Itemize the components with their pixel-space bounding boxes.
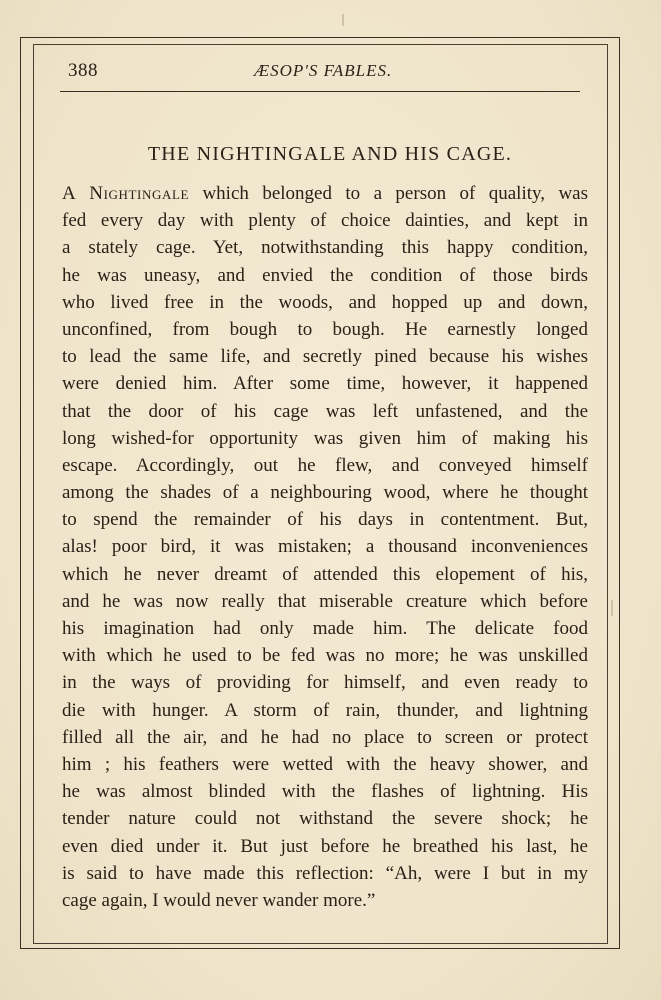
paper-mark (342, 14, 344, 26)
text-line: tender nature could not withstand the severe shock; he (62, 808, 588, 830)
text-line: his imagination had only made him. The delicate food (62, 618, 588, 639)
opening-words: A Nightingale (62, 183, 190, 204)
text-line: with which he used to be fed was no more; he was unskilled (62, 645, 588, 667)
text-line: to lead the same life, and secretly pined because his wishes (62, 346, 588, 368)
text-line: even died under it. But just before he breathed his last, he (62, 835, 588, 857)
text-line: to spend the remainder of his days in contentment. But, (62, 509, 588, 531)
text-line: die with hunger. A storm of rain, thunder, and lightning (62, 699, 588, 721)
text-line: cage again, I would never wander more.” (62, 889, 376, 911)
text-line: a stately cage. Yet, notwithstanding this happy condition, (62, 237, 588, 259)
text-line: alas! poor bird, it was mistaken; a thousand inconveniences (62, 536, 588, 558)
text-line: escape. Accordingly, out he flew, and conveyed himself (62, 454, 588, 476)
text-line (62, 180, 588, 207)
text-line-content: which belonged to a person of quality, was (189, 183, 588, 204)
fable-title: THE NIGHTINGALE AND HIS CAGE. (147, 143, 513, 165)
text-line: who lived free in the woods, and hopped up and down, (62, 291, 588, 313)
text-line: him ; his feathers were wetted with the heavy shower, and (62, 753, 588, 775)
text-line: and he was now really that miserable creature which before (62, 590, 588, 612)
page-number: 388 (68, 60, 98, 81)
text-line: were denied him. After some time, however, it happened (62, 373, 588, 395)
page-header (64, 58, 584, 84)
text-line: fed every day with plenty of choice dainties, and kept in (62, 210, 588, 232)
text-line: unconfined, from bough to bough. He earnestly longed (62, 318, 588, 340)
text-line: filled all the air, and he had no place to screen or protect (62, 726, 588, 748)
fable-body (62, 180, 588, 914)
text-line: he was uneasy, and envied the condition of those birds (62, 264, 588, 286)
running-head: ÆSOP'S FABLES. (254, 61, 393, 80)
paper-mark (611, 600, 613, 616)
text-line: is said to have made this reflection: “Ah, were I but in my (62, 862, 588, 884)
text-line: among the shades of a neighbouring wood, where he thought (62, 482, 588, 504)
text-line: which he never dreamt of attended this elopement of his, (62, 563, 588, 585)
text-line: that the door of his cage was left unfastened, and the (62, 400, 588, 422)
header-rule (60, 91, 580, 92)
text-line: in the ways of providing for himself, and even ready to (62, 672, 588, 694)
text-line: he was almost blinded with the flashes of lightning. His (62, 781, 588, 803)
text-line: long wished-for opportunity was given him of making his (62, 427, 588, 449)
